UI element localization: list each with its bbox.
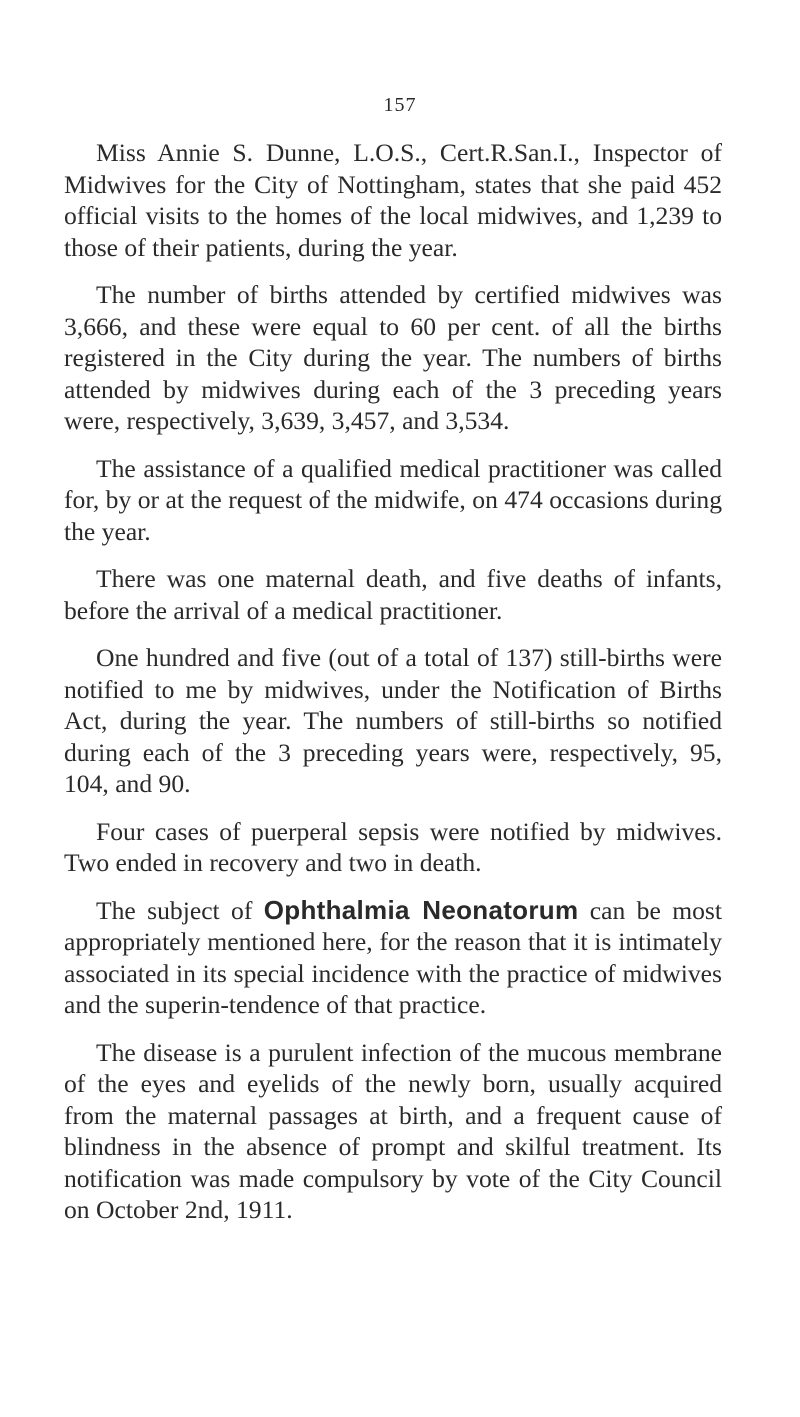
ophthalmia-neonatorum-heading: Ophthalmia Neonatorum [263,894,579,925]
paragraph-disease-description: The disease is a purulent infection of the mucous membrane of the eyes and eyelids of the newly born, usually acquired from the maternal passages at birth, and a frequent cause of blindness in the absence of prompt and skilful treatment. Its notification was made compulsory by vote of the City Council on October 2nd, 1911. [64,1037,722,1224]
paragraph-medical-assistance: The assistance of a qualified medical practitioner was called for, by or at the request of the midwife, on 474 occasions during the year. [64,453,722,546]
paragraph-births-attended: The number of births attended by certified midwives was 3,666, and these were equal to 60 per cent. of all the births registered in the City during the year. The numbers of births attended by midwives during each of the 3 preceding years were, respectively, 3,639, 3,457, and 3,534. [64,280,722,435]
paragraph-ophthalmia-lead: The subject of [96,895,264,925]
paragraph-ophthalmia-rest: can be most appropriately mentioned here, for the reason that it is intimately associated in its special incidence with the practice of midwives and the superin-tendence of that practice. [64,895,722,1019]
paragraph-maternal-death: There was one maternal death, and five deaths of infants, before the arrival of a medical practitioner. [64,564,722,625]
body-text [64,137,722,1242]
page-number: 157 [383,94,417,116]
paragraph-ophthalmia-subject [64,895,722,1021]
paragraph-puerperal-sepsis: Four cases of puerperal sepsis were notified by midwives. Two ended in recovery and two in death. [64,816,722,877]
paragraph-inspector-visits: Miss Annie S. Dunne, L.O.S., Cert.R.San.I., Inspector of Midwives for the City of Nottingham, states that she paid 452 official visits to the homes of the local midwives, and 1,239 to those of their patients, during the year. [64,138,722,262]
paragraph-still-births: One hundred and five (out of a total of 137) still-births were notified to me by midwives, under the Notification of Births Act, during the year. The numbers of still-births so notified during each of the 3 preceding years were, respectively, 95, 104, and 90. [64,643,722,798]
